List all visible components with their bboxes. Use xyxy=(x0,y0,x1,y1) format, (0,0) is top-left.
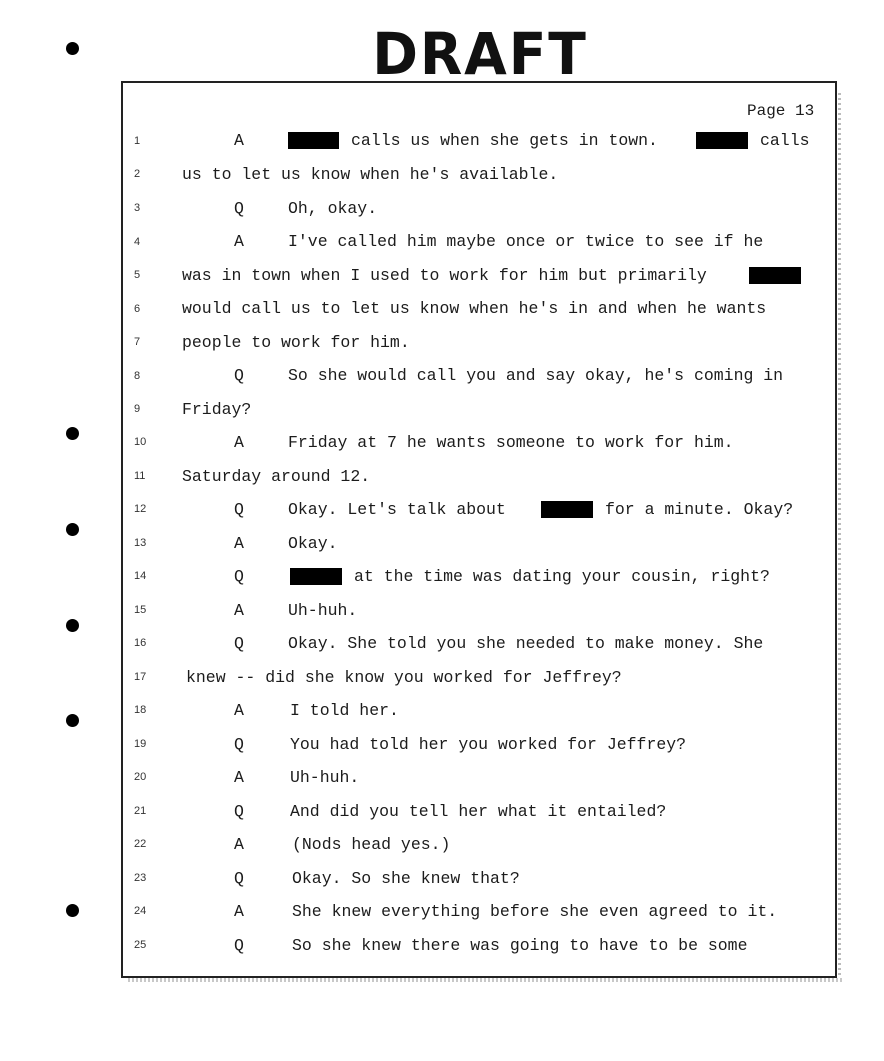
speaker-label: A xyxy=(234,131,244,150)
transcript-line xyxy=(180,532,820,556)
line-text: I've called him maybe once or twice to see if he xyxy=(288,232,764,251)
speaker-label: A xyxy=(234,768,244,787)
transcript-line xyxy=(180,867,820,891)
speaker-label: A xyxy=(234,902,244,921)
line-number: 21 xyxy=(134,805,147,817)
line-number: 8 xyxy=(134,370,141,382)
transcript-line xyxy=(180,431,820,455)
line-text: people to work for him. xyxy=(182,333,410,352)
transcript-line xyxy=(180,297,820,321)
line-text: And did you tell her what it entailed? xyxy=(290,802,667,821)
line-text: would call us to let us know when he's in and when he wants xyxy=(182,299,767,318)
line-number: 14 xyxy=(134,570,147,582)
margin-bullet xyxy=(66,619,79,632)
speaker-label: Q xyxy=(234,802,244,821)
line-number: 2 xyxy=(134,168,141,180)
line-number: 17 xyxy=(134,671,147,683)
line-text: So she would call you and say okay, he's coming in xyxy=(288,366,784,385)
margin-bullet xyxy=(66,42,79,55)
transcript-line xyxy=(180,699,820,723)
speaker-label: Q xyxy=(234,500,244,519)
speaker-label: Q xyxy=(234,366,244,385)
line-number: 25 xyxy=(134,939,147,951)
line-text: Uh-huh. xyxy=(290,768,360,787)
line-number: 10 xyxy=(134,436,147,448)
transcript-line xyxy=(180,498,820,522)
line-text: (Nods head yes.) xyxy=(292,835,451,854)
redaction-bar xyxy=(541,501,593,518)
line-text: calls xyxy=(760,131,810,150)
transcript-line xyxy=(180,599,820,623)
transcript-line xyxy=(180,666,820,690)
line-text: calls us when she gets in town. xyxy=(351,131,658,150)
line-text: at the time was dating your cousin, right? xyxy=(354,567,770,586)
speaker-label: A xyxy=(234,534,244,553)
line-number: 24 xyxy=(134,905,147,917)
speaker-label: Q xyxy=(234,634,244,653)
line-text: Okay. xyxy=(288,534,338,553)
line-text: Okay. So she knew that? xyxy=(292,869,520,888)
transcript-line xyxy=(180,163,820,187)
speaker-label: Q xyxy=(234,567,244,586)
transcript-line xyxy=(180,129,820,153)
line-text: Uh-huh. xyxy=(288,601,358,620)
transcript-line xyxy=(180,565,820,589)
line-number: 11 xyxy=(134,470,146,482)
line-number: 22 xyxy=(134,838,147,850)
line-text: Friday? xyxy=(182,400,252,419)
line-number: 20 xyxy=(134,771,147,783)
line-text: Okay. She told you she needed to make money. She xyxy=(288,634,764,653)
line-text: for a minute. Okay? xyxy=(605,500,794,519)
transcript-line xyxy=(180,331,820,355)
line-number: 16 xyxy=(134,637,147,649)
line-number: 7 xyxy=(134,336,141,348)
speaker-label: A xyxy=(234,701,244,720)
redaction-bar xyxy=(288,132,339,149)
line-text: Oh, okay. xyxy=(288,199,378,218)
line-number: 3 xyxy=(134,202,141,214)
line-number: 13 xyxy=(134,537,147,549)
speaker-label: Q xyxy=(234,869,244,888)
speaker-label: A xyxy=(234,835,244,854)
line-text: us to let us know when he's available. xyxy=(182,165,559,184)
draft-stamp: DRAFT xyxy=(372,20,588,88)
margin-bullet xyxy=(66,714,79,727)
line-text: Okay. Let's talk about xyxy=(288,500,506,519)
margin-bullet xyxy=(66,427,79,440)
line-text: So she knew there was going to have to be some xyxy=(292,936,748,955)
speaker-label: Q xyxy=(234,936,244,955)
line-text: was in town when I used to work for him but primarily xyxy=(182,266,707,285)
line-number: 9 xyxy=(134,403,141,415)
transcript-line xyxy=(180,398,820,422)
line-number: 6 xyxy=(134,303,141,315)
transcript-line xyxy=(180,934,820,958)
transcript-line xyxy=(180,900,820,924)
line-text: She knew everything before she even agreed to it. xyxy=(292,902,778,921)
margin-bullet xyxy=(66,904,79,917)
line-text: knew -- did she know you worked for Jeffrey? xyxy=(186,668,622,687)
transcript-line xyxy=(180,465,820,489)
line-number: 5 xyxy=(134,269,141,281)
transcript-line xyxy=(180,766,820,790)
line-number: 18 xyxy=(134,704,147,716)
line-number: 19 xyxy=(134,738,147,750)
transcript-line xyxy=(180,733,820,757)
redaction-bar xyxy=(290,568,342,585)
line-number: 1 xyxy=(134,135,141,147)
speaker-label: A xyxy=(234,232,244,251)
redaction-bar xyxy=(749,267,801,284)
line-number: 4 xyxy=(134,236,141,248)
transcript-line xyxy=(180,800,820,824)
page-number: Page 13 xyxy=(747,102,815,120)
line-number: 23 xyxy=(134,872,147,884)
transcript-line xyxy=(180,364,820,388)
transcript-line xyxy=(180,632,820,656)
line-text: I told her. xyxy=(290,701,399,720)
margin-bullet xyxy=(66,523,79,536)
transcript-line xyxy=(180,264,820,288)
speaker-label: Q xyxy=(234,735,244,754)
line-number: 15 xyxy=(134,604,147,616)
line-text: Saturday around 12. xyxy=(182,467,371,486)
speaker-label: Q xyxy=(234,199,244,218)
scan-edge xyxy=(128,978,842,982)
transcript-line xyxy=(180,833,820,857)
transcript-line xyxy=(180,197,820,221)
line-text: Friday at 7 he wants someone to work for him. xyxy=(288,433,734,452)
redaction-bar xyxy=(696,132,748,149)
speaker-label: A xyxy=(234,601,244,620)
line-text: You had told her you worked for Jeffrey? xyxy=(290,735,687,754)
transcript-line xyxy=(180,230,820,254)
line-number: 12 xyxy=(134,503,147,515)
speaker-label: A xyxy=(234,433,244,452)
